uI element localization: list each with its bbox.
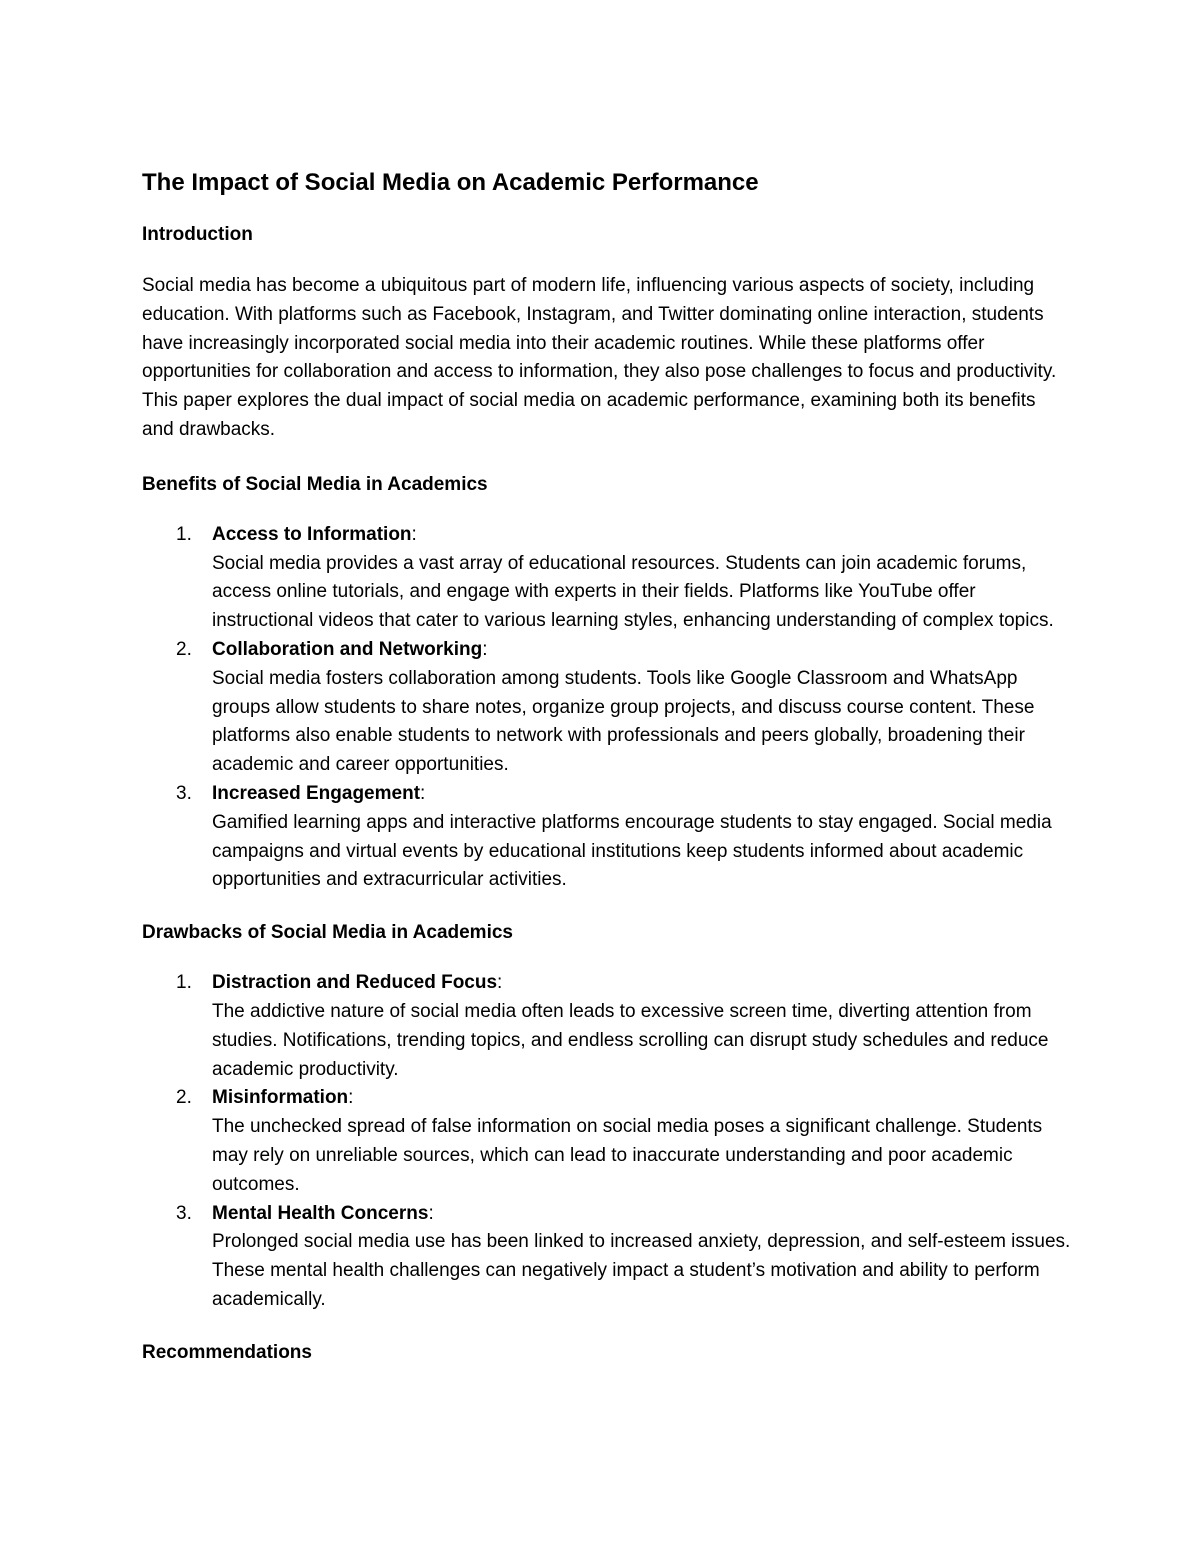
list-item-body: The unchecked spread of false information on social media poses a significant challenge. Students may rely on unreliable sources, which can lead to inaccurate understanding and poor academic outcomes. [212, 1116, 1043, 1195]
list-item-term: Misinformation [212, 1087, 349, 1109]
term-colon: : [428, 1202, 434, 1224]
list-number: 3. [176, 1202, 192, 1224]
list-item [142, 969, 1072, 1084]
list-item-body: Prolonged social media use has been linked to increased anxiety, depression, and self-esteem issues. These mental health challenges can negatively impact a student’s motivation and ability to perform academically. [212, 1231, 1071, 1310]
introduction-paragraph: Social media has become a ubiquitous part of modern life, influencing various aspects of society, including education. With platforms such as Facebook, Instagram, and Twitter dominating online interaction, students have increasingly incorporated social media into their academic routines. While these platforms offer opportunities for collaboration and access to information, they also pose challenges to focus and productivity. This paper explores the dual impact of social media on academic performance, examining both its benefits and drawbacks. [142, 275, 1057, 440]
term-colon: : [420, 782, 426, 804]
list-item [142, 1084, 1072, 1199]
list-number: 1. [176, 972, 192, 994]
list-number: 2. [176, 1087, 192, 1109]
list-item [142, 780, 1072, 895]
term-colon: : [348, 1087, 354, 1109]
list-item-term: Collaboration and Networking [212, 638, 483, 660]
list-number: 3. [176, 782, 192, 804]
list-item-term: Access to Information [212, 523, 412, 545]
list-item-body: Gamified learning apps and interactive platforms encourage students to stay engaged. Social media campaigns and virtual events by educational institutions keep students informed about academic opportunities and extracurricular activities. [212, 811, 1052, 891]
list-item-body: The addictive nature of social media often leads to excessive screen time, diverting attention from studies. Notifications, trending topics, and endless scrolling can disrupt study schedules and reduce academic productivity. [212, 1000, 1049, 1080]
benefits-heading: Benefits of Social Media in Academics [142, 473, 488, 495]
list-number: 2. [176, 638, 192, 660]
list-item-term: Distraction and Reduced Focus [212, 972, 498, 994]
list-item [142, 636, 1072, 780]
recommendations-heading: Recommendations [142, 1341, 312, 1363]
drawbacks-heading: Drawbacks of Social Media in Academics [142, 922, 513, 944]
drawbacks-list [142, 969, 1072, 1315]
list-item-body: Social media fosters collaboration among students. Tools like Google Classroom and WhatsApp groups allow students to share notes, organize group projects, and discuss course content. These platforms also enable students to network with professionals and peers globally, broadening their academic and career opportunities. [212, 667, 1035, 776]
term-colon: : [482, 638, 488, 660]
document-title: The Impact of Social Media on Academic Performance [142, 169, 759, 196]
list-number: 1. [176, 523, 192, 545]
term-colon: : [411, 523, 417, 545]
list-item [142, 521, 1072, 636]
document-page [142, 165, 1072, 1367]
list-item-term: Increased Engagement [212, 782, 421, 804]
benefits-list [142, 521, 1072, 895]
list-item-term: Mental Health Concerns [212, 1202, 429, 1224]
introduction-heading: Introduction [142, 224, 253, 245]
list-item-body: Social media provides a vast array of educational resources. Students can join academic forums, access online tutorials, and engage with experts in their fields. Platforms like YouTube offer instructional videos that cater to various learning styles, enhancing understanding of complex topics. [212, 552, 1054, 632]
list-item [142, 1200, 1072, 1315]
term-colon: : [497, 972, 503, 994]
